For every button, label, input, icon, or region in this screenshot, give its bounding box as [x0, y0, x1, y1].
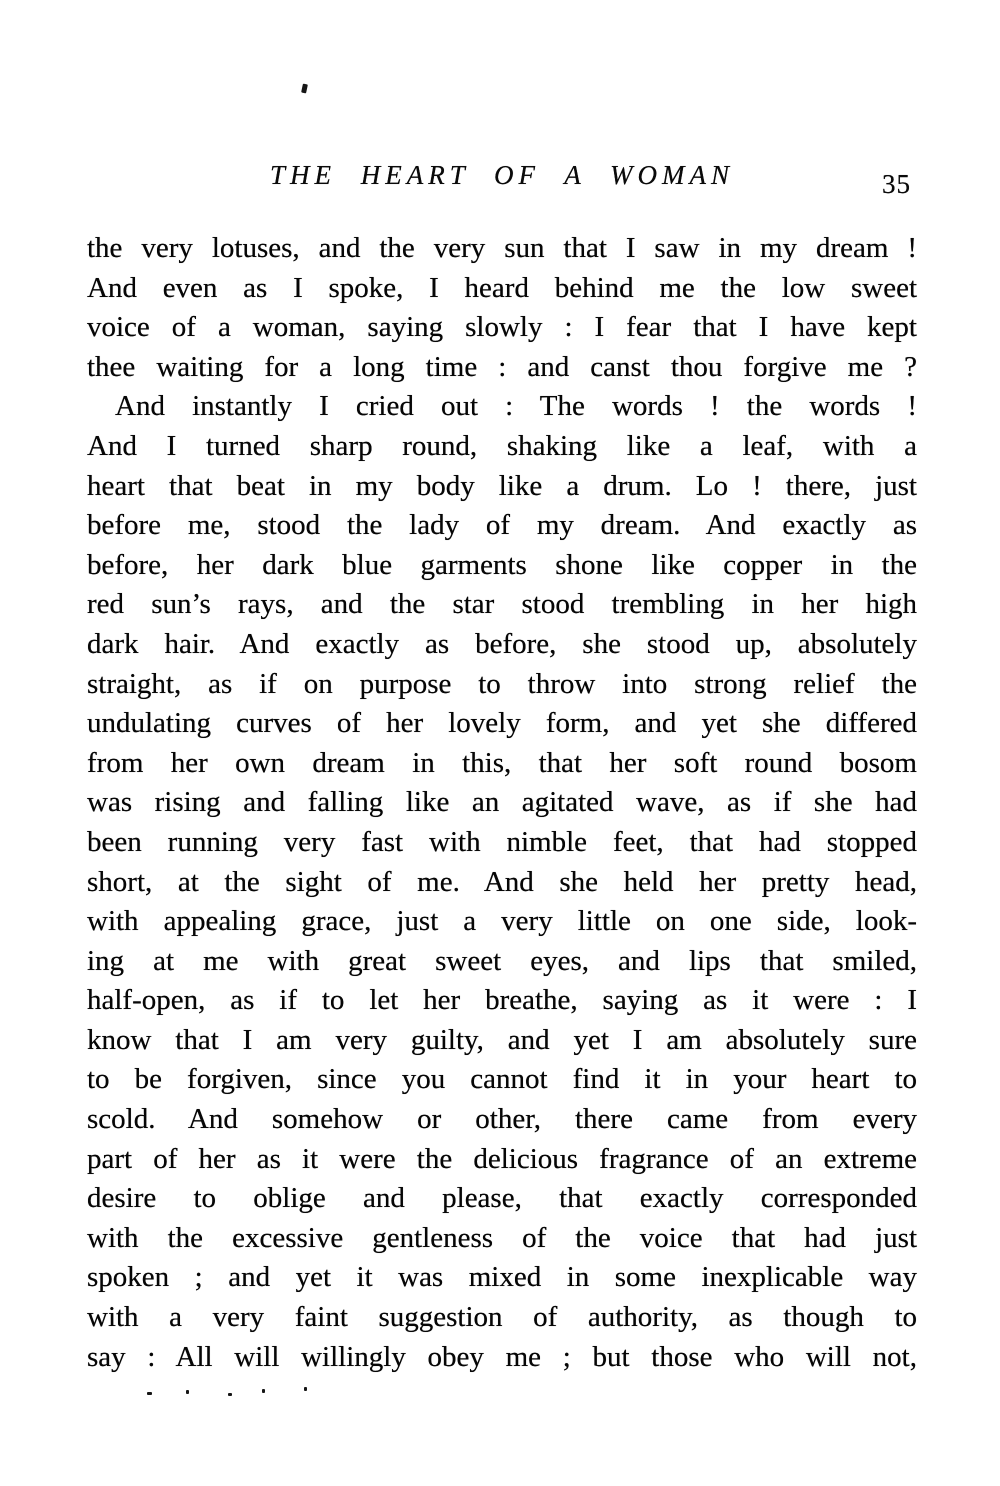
scan-speck: [147, 1392, 152, 1395]
text-line: thee waiting for a long time : and canst thou forgive me ?: [87, 350, 917, 383]
text-line: red sun’s rays, and the star stood trembling in her high: [87, 588, 917, 621]
text-line: And even as I spoke, I heard behind me the low sweet: [87, 271, 917, 304]
text-line: know that I am very guilty, and yet I am absolutely sure: [87, 1023, 917, 1056]
text-line: voice of a woman, saying slowly : I fear that I have kept: [87, 311, 917, 344]
text-line: before me, stood the lady of my dream. And exactly as: [87, 509, 917, 542]
text-line: heart that beat in my body like a drum. Lo ! there, just: [87, 469, 917, 502]
scan-speck: [301, 84, 308, 94]
text-line: the very lotuses, and the very sun that I saw in my dream !: [87, 232, 917, 264]
text-line: with a very faint suggestion of authority, as though to: [87, 1301, 917, 1334]
running-header: [87, 160, 917, 200]
scan-speck: [304, 1387, 307, 1391]
text-line: And instantly I cried out : The words ! the words !: [115, 390, 917, 423]
text-line: short, at the sight of me. And she held her pretty head,: [87, 865, 917, 898]
text-line: with the excessive gentleness of the voice that had just: [87, 1221, 917, 1254]
text-line: been running very fast with nimble feet, that had stopped: [87, 825, 917, 858]
scan-speck: [186, 1390, 189, 1394]
text-line: to be forgiven, since you cannot find it in your heart to: [87, 1063, 917, 1096]
text-line: part of her as it were the delicious fragrance of an extreme: [87, 1142, 917, 1175]
text-line: undulating curves of her lovely form, and yet she differed: [87, 707, 917, 740]
text-line: spoken ; and yet it was mixed in some inexplicable way: [87, 1261, 917, 1294]
text-line: with appealing grace, just a very little on one side, look-: [87, 905, 917, 938]
text-line: was rising and falling like an agitated wave, as if she had: [87, 786, 917, 819]
scan-speck: [228, 1393, 232, 1396]
text-line: scold. And somehow or other, there came from every: [87, 1103, 917, 1136]
scan-speck: [262, 1389, 265, 1393]
body-text: [87, 229, 917, 1377]
text-line: say : All will willingly obey me ; but those who will not,: [87, 1340, 917, 1373]
text-line: half-open, as if to let her breathe, saying as it were : I: [87, 984, 917, 1017]
running-title: THE HEART OF A WOMAN: [269, 160, 734, 190]
text-line: And I turned sharp round, shaking like a leaf, with a: [87, 429, 917, 462]
text-line: dark hair. And exactly as before, she stood up, absolutely: [87, 627, 917, 660]
text-line: from her own dream in this, that her soft round bosom: [87, 746, 917, 779]
text-line: before, her dark blue garments shone like copper in the: [87, 548, 917, 581]
text-line: ing at me with great sweet eyes, and lips that smiled,: [87, 944, 917, 977]
text-line: desire to oblige and please, that exactly corresponded: [87, 1182, 917, 1215]
text-line: straight, as if on purpose to throw into strong relief the: [87, 667, 917, 700]
page-number: 35: [882, 169, 911, 199]
